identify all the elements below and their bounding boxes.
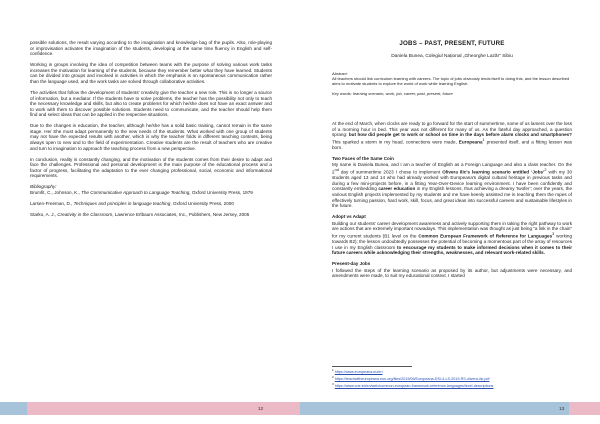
bibliography-entry: Brumfit, C., Johnson, K., The Communicative Approach to Language Teaching, Oxford University Press, 1979 xyxy=(30,190,253,196)
footnote: $^3$ https://www.coe.int/en/web/common-european-framework-reference-languages/level-descriptions xyxy=(332,381,494,388)
section-paragraph: Building our students' career development awareness and actively supporting them in taking the right pathway to work are actions that are extremely important nowadays. This implementation was thought as just being “a link in the chain” for my current students (B1 level on the Common European Framework of Reference for Languages$^3$ working towards B2); the lesson undoubtedly possesses the potential of becoming a momentous part of the array of resources I use in my English classroom to encourage my students to make informed decisions when it comes to their future careers while acknowledging their strengths, weaknesses, and relevant work-related skills. xyxy=(332,220,572,256)
paragraph: Due to the changes in education, the teacher, although he/she has a solid basic training, cannot remain in the same stage. He/ She must adapt permanently to the new needs of the students. What worked with one group of students may not have the expected results with another, which is why the teacher folds in different teaching contexts, being always open to new and to the field of experimentation. Creative students are the result of teachers who are creative and turn to imagination to approach the teaching process from a new perspective. xyxy=(30,123,272,151)
paragraph: In conclusion, reality is constantly changing, and the motivation of the students comes from their desire to adapt and face the challenges. Professional and personal development is the main purpose of the educational process and a factor of progress, facilitating the adaptation to the ever changing professional, social, economic and informational requirements. xyxy=(30,156,272,179)
left-column xyxy=(30,40,272,223)
page-number: 13 xyxy=(559,407,565,412)
page-number: 12 xyxy=(258,407,264,412)
footer-band-decoration xyxy=(0,402,27,415)
abstract-block xyxy=(332,72,572,97)
keywords: Key words: learning scenario, work, job, career, past, present, future xyxy=(332,90,453,96)
footer-band-decoration xyxy=(569,402,600,415)
footer-band-decoration xyxy=(300,402,569,415)
section-heading: Adopt vs Adapt xyxy=(332,214,366,220)
footnote-link[interactable]: https://teachwitheuropeana.eun.org/files/2019/06/Europeana-DSI-4-LS-2019-RS-olivera-ilic.pdf xyxy=(334,377,490,382)
bibliography-label: Bibliography: xyxy=(30,184,57,190)
section-heading: Present-day Jobs xyxy=(332,261,371,267)
footnote: $^1$ https://www.europeana.eu/en xyxy=(332,368,383,375)
abstract-text: All teachers should link curriculum learning with careers. The topic of jobs obviously lends itself to doing this, and the lesson described aims to motivate students to explore the world of work while learning English. xyxy=(332,75,570,86)
section-heading: Two Faces of the Same Coin xyxy=(332,155,394,161)
article-author: Daniela Bunea, Colegiul Național „Gheorghe Lazăr” Sibiu xyxy=(391,54,513,59)
paragraph: Working in groups involving the idea of competition between teams with the purpose of solving various work tasks increases the motivation for learning of the students, because they remember better what they have learned. Students can be divided into groups and involved in activities in which the emphasis is on spontaneous communication rather than the language used, and the work tasks are solved through collaborative activities. xyxy=(30,62,272,84)
bibliography-entry: Starko, A. J., Creativity in the Classroom, Lawrence Erlbaum Associates, Inc., Publishers, New Jersey, 2005 xyxy=(30,211,250,217)
intro-paragraph: At the end of March, when clocks are ready to go forward for the start of summertime, some of us lament over the loss of a morning hour in bed. This year was not different for many of us. As the fateful day approached, a question sprang: but how did people get to work or school on time in the days before alarm clocks and smartphones? This sparked a storm in my head, connections were made, Europeana$^1$ presented itself, and a fitting lesson was born. xyxy=(332,121,573,150)
right-column xyxy=(332,121,572,284)
footnote-link[interactable]: https://www.coe.int/en/web/common-european-framework-reference-languages/level-descriptions xyxy=(334,383,494,388)
bibliography-entry: Larsen-Freeman, D., Techniques and principles in language teaching, Oxford University Press, 2000 xyxy=(30,201,234,206)
section-paragraph: I followed the steps of the learning scenario as proposed by its author, but adjustments were necessary, and amendments were made, to suit my educational context. I started xyxy=(332,267,572,279)
section-paragraph: My name is Daniela Bunea, and I am a teacher of English as a Foreign Language and also a class teacher. On the 2nd day of summertime 2023 I chose to implement Olivera Ilic's learning scenario entitled ‘Jobs’$^2$ with my 30 students aged 13 and 14 who had already worked with Europeana's digital cultural heritage in previous tasks and during a few mini-projects before, in a fitting Year-Over-Device learning environment. I have been confidently and constantly embedding career education in my English lessons, thus achieving a dreamy ‘twofer’; over the years, the various English projects implemented by my students and me have keenly assisted me in teaching them the ropes of effectively turning passion, hard work, skill, focus, and great ideas into successful careers and sustainable lifestyles in the future. xyxy=(332,162,572,209)
paragraph: The activities that follow the development of students' creativity give the teacher a new role. This is no longer a source of information, but a mediator. If the students have to solve problems, the teacher has the possibility not only to teach the necessary knowledge and skills, but also to create problems for which he/she does not have an exact answer and to work with them to discover possible solutions. Students need to communicate, and the teacher should help them find and select ideas that can be applied in the respective situations. xyxy=(30,89,272,118)
footnote: $^2$ https://teachwitheuropeana.eun.org/files/2019/06/Europeana-DSI-4-LS-2019-RS-olivera-ilic.pdf xyxy=(332,374,490,382)
article-title: JOBS – PAST, PRESENT, FUTURE xyxy=(399,40,505,47)
footnote-link[interactable]: https://www.europeana.eu/en xyxy=(334,370,383,375)
footnotes xyxy=(332,368,572,388)
footnote-divider xyxy=(332,366,412,367)
abstract-label: Abstract: xyxy=(332,71,348,76)
paragraph: possible solutions, the result varying according to the imagination and knowledge bag of the pupils. Also, role-playing or improvisation activates the imagination of the students, developing at the same time fluency in English and self-confidence. xyxy=(30,40,272,57)
